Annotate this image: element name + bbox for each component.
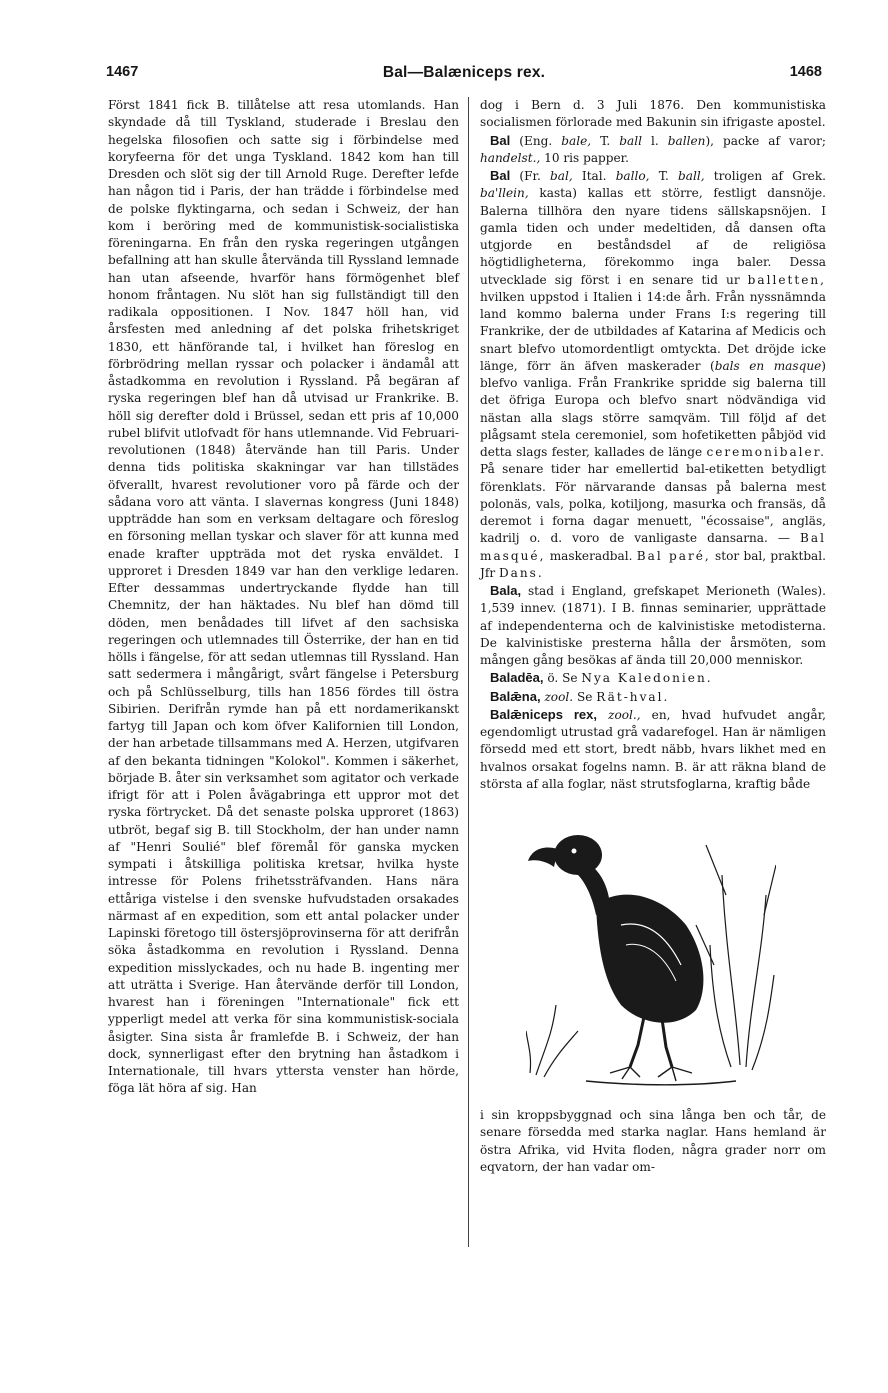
- page-number-left: 1467: [106, 64, 139, 80]
- entry-balaeniceps-rex: Balǣniceps rex, zool., en, hvad hufvudet angår, egendomligt utrustad grå vadarefogel. Han är nämligen försedd med ett stort, bredt näbb, hvars likhet med en hvalnos orsakat fogelns namn. B. är att räkna bland de största af alla foglar, näst strutsfoglarna, kraftig både: [480, 706, 826, 791]
- shoebill-description-continued: i sin kroppsbyggnad och sina långa ben och tår, de senare försedda med starka naglar. Hans hemland är östra Afrika, vid Hvita floden, några grader norr om eqvatorn, der han vadar om-: [480, 1108, 826, 1174]
- bakunin-biography-text: Först 1841 fick B. tillåtelse att resa utomlands. Han skyndade då till Tyskland, studerade i Breslau den hegelska filosofien och satte sig i förbindelse med koryfeerna för det unga Tyskland. 1842 kom han till Dresden och slöt sig der till Arnold Ruge. Derefter lefde han någon tid i Paris, der han trädde i förbindelse med de polske flyktingarna, och sedan i Schweiz, der han kom i beröring med de kommunistisk-socialistiska föreningarna. En från den ryska regeringen utgången befallning att han skulle återvända till Ryssland lemnade han utan afseende, hvarför hans förmögenhet blef honom fråntagen. Nu slöt han sig fullständigt till den radikala oppositionen. I Nov. 1847 höll han, vid årsfesten med anledning af det polska frihetskriget 1830, ett hänförande tal, i hvilket han föreslog en förbrödring mellan ryssar och polacker i ändamål att åstadkomma en revolution i Ryssland. På begäran af ryska regeringen blef han då utvisad ur Frankrike. B. höll sig derefter dold i Brüssel, sedan ett pris af 10,000 rubel blifvit utlofvadt för hans utlemnande. Vid Februari-revolutionen (1848) återvände han till Paris. Under denna tids politiska skakningar var han tillstädes öfverallt, hvarest revolutioner voro på färde och der sådana voro att vänta. I slavernas kongress (Juni 1848) uppträdde han som en verksam deltagare och föreslog en försoning mellan tyskar och slaver för att kunna med enade krafter uppträda mot det ryska enväldet. I upproret i Dresden 1849 var han den verklige ledaren. Efter dessammas undertryckande flydde han till Chemnitz, der han häktades. Nu blef han dömd till döden, men benådades till lifvet af den sachsiska regeringen och utlemnades till Österrike, der han en tid hölls i fängelse, för att sedan utlemnas till Ryssland. Han satt sedermera i mångårigt, svårt fängelse i Petersburg och på Schlüsselburg, tills han 1856 fördes till östra Sibirien. Derifrån rymde han på ett nordamerikanskt fartyg till Japan och kom öfver Kalifornien till London, der han arbetade tillsammans med A. Herzen, utgifvaren af den bekanta tidningen "Kolokol". Kommen i säkerhet, började B. åter sin verksamhet som agitator och verkade ifrigt för att i Polen åvägabringa ett uppror mot det ryska förtrycket. Då det senaste polska upproret (1863) utbröt, begaf sig B. till Stockholm, der han under namn af "Henri Soulié" blef föremål för ganska mycken sympati i åtskilliga politiska kretsar, hvilka hyste intresse för Polens frihetssträfvanden. Hans nära ettåriga vistelse i den svenske hufvudstaden orsakades närmast af en expedition, som ett antal polacker under Lapinski företogo till östersjöprovinserna för att derifrån söka åstadkomma en revolution i Ryssland. Denna expedition misslyckades, och nu hade B. ingenting mer att uträtta i Sverige. Han återvände derför till London, hvarest han i föreningen "Internationale" fick ett ypperligt medel att verka för sina kommunistisk-sociala åsigter. Sina sista år framlefde B. i Schweiz, der han dock, synnerligast efter den brytning han åstadkom i Internationale, till hvars yttersta venster han hörde, föga lät höra af sig. Han: [108, 98, 459, 1096]
- column-divider: [468, 97, 469, 1247]
- page-header: [106, 64, 822, 86]
- entry-bala: Bala, stad i England, grefskapet Merioneth (Wales). 1,539 innev. (1871). I B. finnas seminarier, upprättade af independenterna och de kalvinistiske metodisterna. De kalvinistiske presterna hålla der årsmöten, som mången gång besökas af ända till 20,000 menniskor.: [480, 583, 826, 667]
- headword: Baladēa,: [490, 670, 544, 686]
- left-column: [108, 97, 459, 1098]
- entry-bal-bale: Bal (Eng. bale, T. ball l. ballen), packe af varor; handelst., 10 ris papper.: [480, 132, 826, 165]
- headword: Bal: [490, 132, 511, 148]
- page-number-right: 1468: [789, 64, 822, 80]
- right-column: [480, 97, 826, 1176]
- entry-baladea: Baladēa, ö. Se Nya Kaledonien.: [490, 670, 713, 686]
- bakunin-continuation: dog i Bern d. 3 Juli 1876. Den kommunistiska socialismen förlorade med Bakunin sin ifrigaste apostel.: [480, 98, 826, 130]
- running-title: Bal—Balæniceps rex.: [382, 64, 546, 81]
- headword: Balǣna,: [490, 688, 541, 704]
- headword: Bal: [490, 168, 511, 183]
- entry-bal-dance: Bal (Fr. bal, Ital. ballo, T. ball, troligen af Grek. ba'llein, kasta) kallas ett större, festligt dansnöje. Balerna tillhöra den nyare tidens sällskapsnöjen. I gamla tiden och under medeltiden, då dansen ofta utgjorde en beståndsdel af de religiösa högtidligheterna, förekommo inga baler. Dessa utvecklade sig först i en senare tid ur balletten, hvilken uppstod i Italien i 14:de årh. Från nyssnämnda land kommo balerna under Frans I:s regering till Frankrike, der de utbildades af Katarina af Medicis och snart blefvo utomordentligt omtyckta. Det dröjde icke länge, förr än äfven maskerader (bals en masque) blefvo vanliga. Från Frankrike spridde sig balerna till det öfriga Europa och blefvo snart nödvändiga vid nästan alla slags större samqväm. Till följd af det plågsamt stela ceremoniel, som hofetiketten påbjöd vid detta slags fester, kallades de länge ceremonibaler. På senare tider har emellertid bal-etiketten betydligt förenklats. För närvarande dansas på balerna mest polonäs, vals, polka, kotiljong, masurka och fransäs, då deremot i forna dagar menuett, "écossaise", angläs, kadrilj o. d. voro de vanligaste dansarna. — Bal masqué, maskeradbal. Bal paré, stor bal, praktbal. Jfr Dans.: [480, 168, 827, 580]
- headword: Balǣniceps rex,: [490, 706, 597, 722]
- shoebill-illustration: [526, 805, 776, 1093]
- entry-balaena: Balǣna, zool. Se Rät-hval.: [490, 688, 670, 704]
- headword: Bala,: [490, 583, 522, 598]
